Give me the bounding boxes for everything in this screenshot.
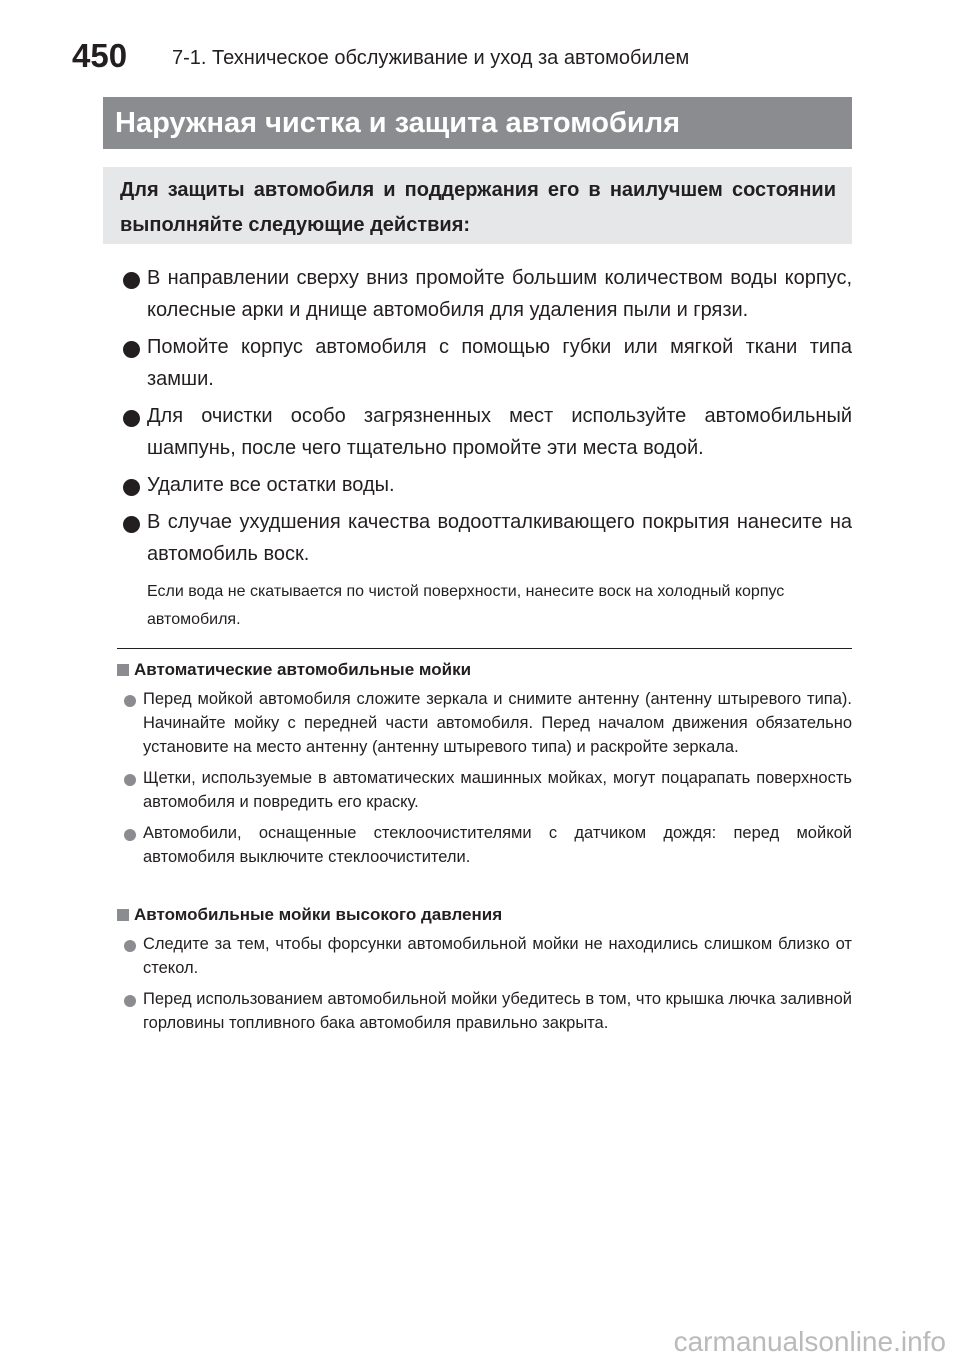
list-item-text: Перед использованием автомобильной мойки убедитесь в том, что крышка лючка заливной горловины топливного бака автомобиля правильно закрыта. <box>143 990 852 1032</box>
steps-list <box>120 262 852 634</box>
intro-text: Для защиты автомобиля и поддержания его в наилучшем состоянии выполняйте следующие действия: <box>120 179 836 236</box>
section-heading-text: Автомобильные мойки высокого давления <box>134 905 503 924</box>
step-item <box>120 506 852 570</box>
bullet-icon <box>124 995 136 1007</box>
step-item <box>120 400 852 464</box>
step-text: Помойте корпус автомобиля с помощью губки или мягкой ткани типа замши. <box>147 336 852 390</box>
list-item <box>117 932 852 980</box>
bullet-icon <box>123 516 140 533</box>
list-item <box>117 687 852 759</box>
list-item-text: Щетки, используемые в автоматических машинных мойках, могут поцарапать поверхность автомобиля и повредить его краску. <box>143 769 852 811</box>
step-text: Для очистки особо загрязненных мест используйте автомобильный шампунь, после чего тщательно промойте эти места водой. <box>147 405 852 459</box>
step-item <box>120 331 852 395</box>
section-heading <box>117 903 852 927</box>
page-title: Наружная чистка и защита автомобиля <box>115 107 681 139</box>
bullet-icon <box>124 940 136 952</box>
note-text: Если вода не скатывается по чистой поверхности, нанесите воск на холодный корпус автомобиля. <box>147 583 785 628</box>
bullet-icon <box>124 774 136 786</box>
section-automatic-wash <box>117 658 852 876</box>
section-high-pressure-wash <box>117 903 852 1042</box>
step-text: В направлении сверху вниз промойте большим количеством воды корпус, колесные арки и днище автомобиля для удаления пыли и грязи. <box>147 267 852 321</box>
title-bar <box>103 97 852 149</box>
bullet-icon <box>123 410 140 427</box>
list-item-text: Автомобили, оснащенные стеклоочистителями с датчиком дождя: перед мойкой автомобиля выключите стеклоочистители. <box>143 824 852 866</box>
intro-box <box>103 167 852 244</box>
square-bullet-icon <box>117 909 129 921</box>
chapter-title: 7-1. Техническое обслуживание и уход за автомобилем <box>172 47 690 69</box>
watermark: carmanualsonline.info <box>673 1326 946 1357</box>
step-item <box>120 469 852 501</box>
list-item-text: Перед мойкой автомобиля сложите зеркала и снимите антенну (антенну штыревого типа). Начинайте мойку с передней части автомобиля. Перед началом движения обязательно установите на место антенну (антенну штыревого типа) и раскройте зеркала. <box>143 690 852 756</box>
page-number: 450 <box>72 37 128 74</box>
list-item <box>117 987 852 1035</box>
bullet-icon <box>124 695 136 707</box>
step-text: Удалите все остатки воды. <box>147 474 395 496</box>
step-text: В случае ухудшения качества водоотталкивающего покрытия нанесите на автомобиль воск. <box>147 511 852 565</box>
square-bullet-icon <box>117 664 129 676</box>
bullet-icon <box>123 479 140 496</box>
bullet-icon <box>124 829 136 841</box>
section-heading <box>117 658 852 682</box>
bullet-icon <box>123 341 140 358</box>
divider <box>117 648 852 649</box>
list-item-text: Следите за тем, чтобы форсунки автомобильной мойки не находились слишком близко от стекол. <box>143 935 852 977</box>
step-item <box>120 262 852 326</box>
page-header <box>72 36 932 76</box>
list-item <box>117 821 852 869</box>
section-heading-text: Автоматические автомобильные мойки <box>134 660 472 679</box>
bullet-icon <box>123 272 140 289</box>
list-item <box>117 766 852 814</box>
